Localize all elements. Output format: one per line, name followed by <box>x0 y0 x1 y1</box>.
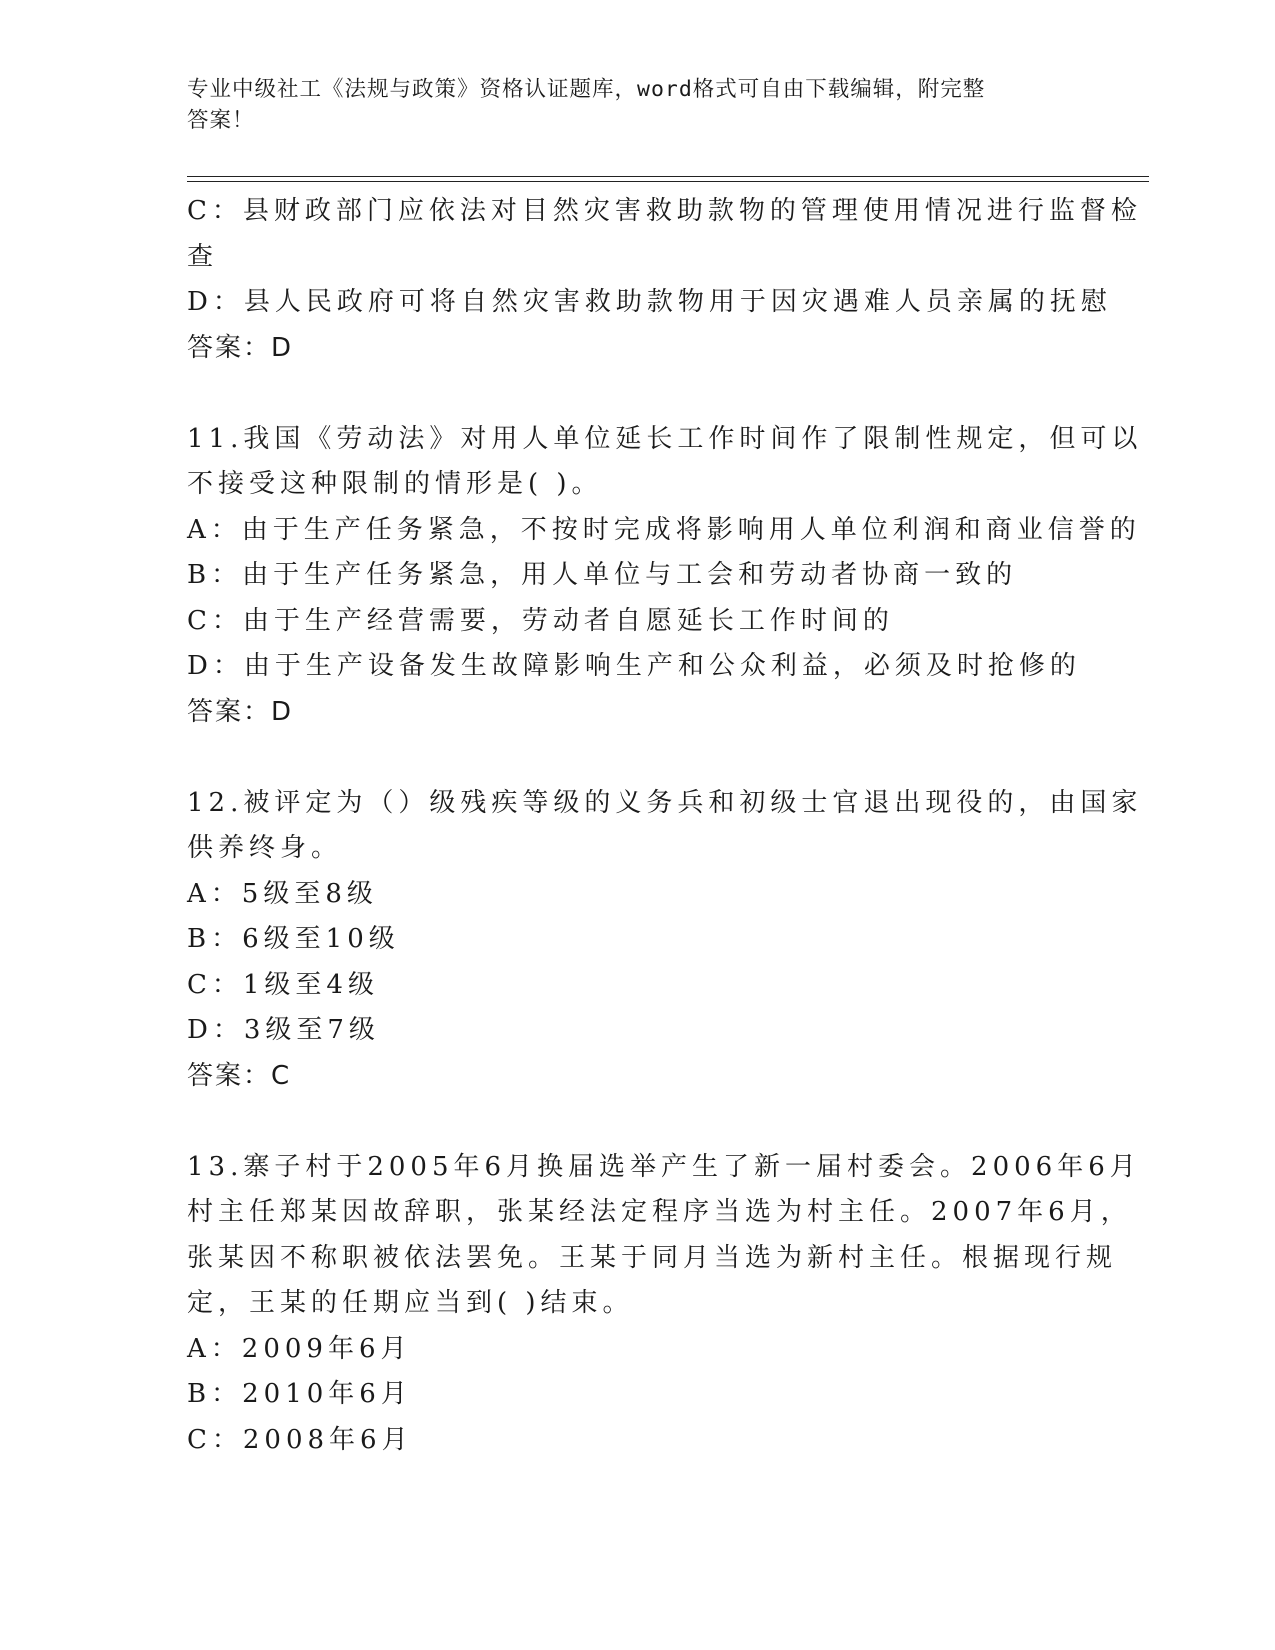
option-c: C：由于生产经营需要，劳动者自愿延长工作时间的 <box>187 605 894 636</box>
header-title-line-1: 专业中级社工《法规与政策》资格认证题库，word格式可自由下载编辑，附完整 <box>187 77 986 102</box>
option-c-line-1: C：县财政部门应依法对目然灾害救助款物的管理使用情况进行监督检 <box>187 196 1142 226</box>
question-list <box>187 189 1143 1463</box>
answer: 答案：C <box>187 1060 292 1091</box>
option-c: C：2008年6月 <box>187 1424 413 1455</box>
answer: 答案：D <box>187 696 294 727</box>
question-stem-line-2: 不接受这种限制的情形是( )。 <box>187 469 603 499</box>
option-a: A：2009年6月 <box>187 1333 412 1364</box>
spacer <box>187 735 1087 781</box>
question-11 <box>187 417 1143 736</box>
question-stem-line-3: 张某因不称职被依法罢免。王某于同月当选为新村主任。根据现行规 <box>187 1242 1118 1273</box>
spacer <box>187 371 1087 417</box>
question-stem-line-4: 定，王某的任期应当到( )结束。 <box>187 1288 634 1318</box>
option-a: A：5级至8级 <box>187 878 378 909</box>
question-12 <box>187 781 1143 1100</box>
question-stem-line-2: 村主任郑某因故辞职，张某经法定程序当选为村主任。2007年6月， <box>187 1197 1132 1227</box>
option-c-line-2: 查 <box>187 241 219 272</box>
question-stem-line-2: 供养终身。 <box>187 833 343 863</box>
spacer <box>187 1099 1087 1145</box>
answer: 答案：D <box>187 332 294 363</box>
option-b: B：由于生产任务紧急，用人单位与工会和劳动者协商一致的 <box>187 560 1018 590</box>
option-c: C：1级至4级 <box>187 969 379 1000</box>
question-stem-line-1: 12.被评定为（）级残疾等级的义务兵和初级士官退出现役的，由国家 <box>187 787 1143 818</box>
option-d: D：县人民政府可将自然灾害救助款物用于因灾遇难人员亲属的抚慰 <box>187 287 1112 317</box>
question-13 <box>187 1145 1141 1464</box>
document-header <box>187 74 1067 136</box>
question-stem-line-1: 11.我国《劳动法》对用人单位延长工作时间作了限制性规定，但可以 <box>187 423 1143 454</box>
option-b: B：2010年6月 <box>187 1379 412 1409</box>
question-10-continued <box>187 189 1142 371</box>
header-divider-bottom <box>187 181 1149 182</box>
question-stem-line-1: 13.寨子村于2005年6月换届选举产生了新一届村委会。2006年6月 <box>187 1151 1141 1182</box>
header-divider-top <box>187 176 1149 177</box>
option-d: D：3级至7级 <box>187 1015 380 1045</box>
header-title-line-2: 答案！ <box>187 108 255 133</box>
option-b: B：6级至10级 <box>187 924 400 954</box>
option-a: A：由于生产任务紧急，不按时完成将影响用人单位利润和商业信誉的 <box>187 514 1141 545</box>
option-d: D：由于生产设备发生故障影响生产和公众利益，必须及时抢修的 <box>187 651 1081 681</box>
